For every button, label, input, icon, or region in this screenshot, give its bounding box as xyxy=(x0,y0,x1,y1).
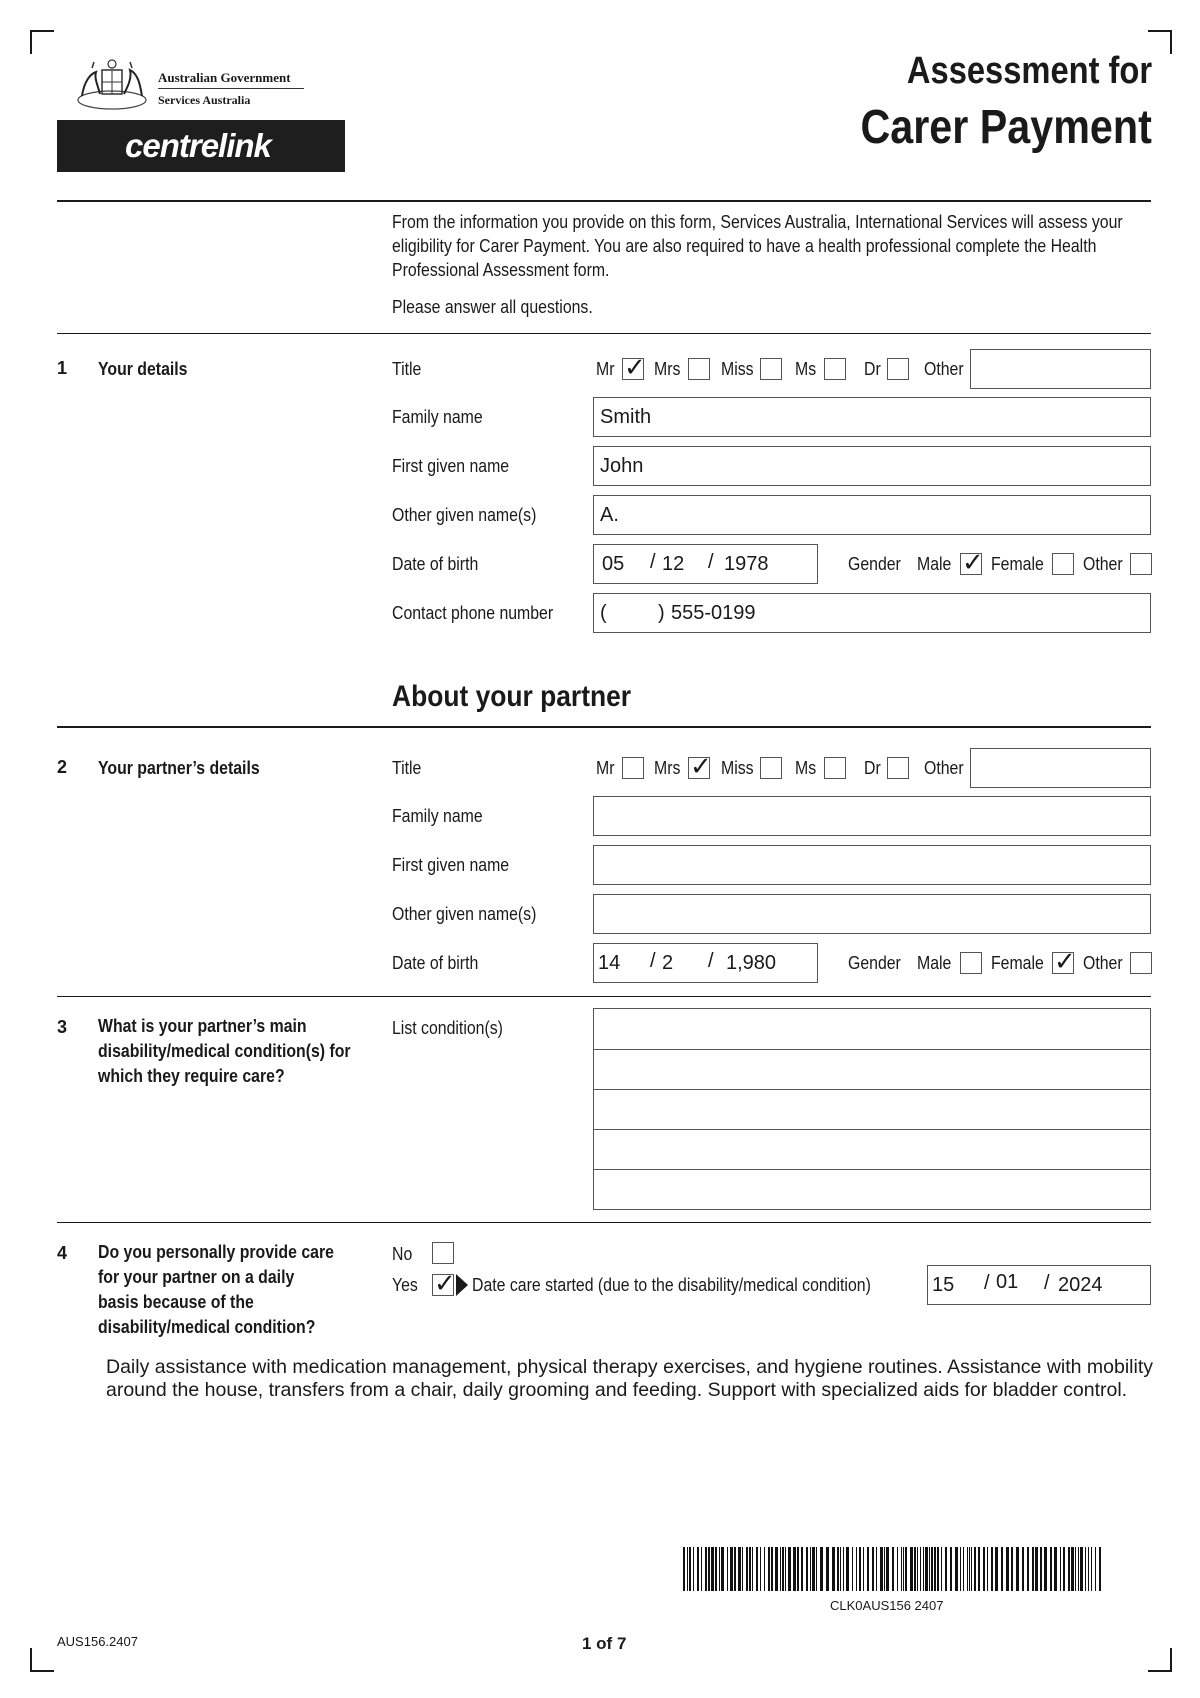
barcode-bar xyxy=(738,1547,741,1591)
barcode-bar xyxy=(863,1547,864,1591)
q2-title-mrs-checkbox[interactable] xyxy=(688,752,712,782)
barcode-text: CLK0AUS156 2407 xyxy=(830,1598,944,1613)
centrelink-logo xyxy=(57,120,345,172)
q1-gender-other-checkbox[interactable] xyxy=(1130,553,1152,575)
q1-gender-female-checkbox[interactable] xyxy=(1052,553,1074,575)
barcode-bar xyxy=(701,1547,702,1591)
q1-title-miss-checkbox[interactable] xyxy=(760,358,782,380)
q4-date-label: Date care started (due to the disability/medical condition) xyxy=(472,1275,871,1295)
barcode-bar xyxy=(995,1547,998,1591)
barcode-bar xyxy=(689,1547,691,1591)
barcode-bar xyxy=(923,1547,924,1591)
q1-phone-label: Contact phone number xyxy=(392,603,554,623)
barcode-bar xyxy=(905,1547,907,1591)
q1-family-name-field[interactable]: Smith xyxy=(593,397,1151,437)
q2-title-other-field[interactable] xyxy=(970,748,1151,788)
barcode-bar xyxy=(746,1547,748,1591)
barcode-bar xyxy=(705,1547,707,1591)
barcode-bar xyxy=(1001,1547,1003,1591)
q2-gender-female-checkbox[interactable] xyxy=(1052,947,1076,977)
barcode-bar xyxy=(978,1547,980,1591)
gov-divider xyxy=(158,88,304,89)
q1-title-other-label: Other xyxy=(924,359,964,379)
barcode-bar xyxy=(793,1547,796,1591)
barcode-bar xyxy=(963,1547,964,1591)
q1-title-miss-label: Miss xyxy=(721,359,754,379)
form-title-line1: Assessment for xyxy=(906,50,1152,92)
barcode-bar xyxy=(917,1547,918,1591)
gov-name: Australian Government xyxy=(158,70,291,85)
barcode-bar xyxy=(832,1547,835,1591)
q4-yes-checkbox[interactable] xyxy=(432,1269,456,1299)
barcode-bar xyxy=(801,1547,803,1591)
q1-other-names-field[interactable]: A. xyxy=(593,495,1151,535)
barcode-bar xyxy=(1063,1547,1065,1591)
centrelink-wordmark: centrelink xyxy=(125,127,271,164)
q2-gender-female-label: Female xyxy=(991,953,1044,973)
barcode-bar xyxy=(785,1547,786,1591)
q4-yes-label: Yes xyxy=(392,1275,418,1295)
q1-heading: Your details xyxy=(98,359,188,379)
form-title-line2: Carer Payment xyxy=(860,101,1152,154)
q2-title-label: Title xyxy=(392,758,422,778)
barcode-bar xyxy=(780,1547,781,1591)
barcode-bar xyxy=(892,1547,894,1591)
agency-name: Services Australia xyxy=(158,93,251,107)
barcode-bar xyxy=(937,1547,939,1591)
barcode-bar xyxy=(920,1547,921,1591)
q1-first-name-field[interactable]: John xyxy=(593,446,1151,486)
barcode-bar xyxy=(914,1547,916,1591)
q1-dob-field[interactable]: 05 / 12 / 1978 xyxy=(593,544,818,584)
barcode-bar xyxy=(1071,1547,1074,1591)
barcode-bar xyxy=(846,1547,849,1591)
crop-mark-bottom-right xyxy=(1148,1648,1172,1672)
barcode-bar xyxy=(711,1547,714,1591)
q2-dob-field[interactable]: 14 / 2 / 1,980 xyxy=(593,943,818,983)
q2-family-name-label: Family name xyxy=(392,806,483,826)
q2-heading: Your partner’s details xyxy=(98,758,260,778)
q2-gender-male-checkbox[interactable] xyxy=(960,952,982,974)
q1-title-ms-checkbox[interactable] xyxy=(824,358,846,380)
barcode-bar xyxy=(730,1547,733,1591)
q3-conditions-box xyxy=(593,1008,1151,1210)
barcode-bar xyxy=(1085,1547,1086,1591)
barcode-icon xyxy=(683,1547,1107,1591)
q1-title-other-field[interactable] xyxy=(970,349,1151,389)
q1-gender-label: Gender xyxy=(848,554,901,574)
q1-number: 1 xyxy=(57,358,68,378)
barcode-bar xyxy=(987,1547,988,1591)
q4-no-label: No xyxy=(392,1244,413,1264)
barcode-bar xyxy=(749,1547,751,1591)
barcode-bar xyxy=(697,1547,699,1591)
barcode-bar xyxy=(880,1547,883,1591)
barcode-bar xyxy=(756,1547,758,1591)
barcode-bar xyxy=(983,1547,985,1591)
barcode-bar xyxy=(859,1547,861,1591)
q2-dob-label: Date of birth xyxy=(392,953,479,973)
barcode-bar xyxy=(967,1547,968,1591)
barcode-bar xyxy=(1054,1547,1057,1591)
barcode-bar xyxy=(974,1547,976,1591)
condition-line-4[interactable] xyxy=(594,1129,1150,1170)
government-logo xyxy=(72,56,312,114)
barcode-bar xyxy=(843,1547,844,1591)
barcode-bar xyxy=(1068,1547,1070,1591)
barcode-bar xyxy=(1050,1547,1052,1591)
barcode-bar xyxy=(1095,1547,1096,1591)
tick-icon: ✓ xyxy=(962,548,984,578)
barcode-bar xyxy=(1016,1547,1019,1591)
q1-phone-field[interactable]: ( ) 555-0199 xyxy=(593,593,1151,633)
barcode-bar xyxy=(693,1547,694,1591)
intro-paragraph: From the information you provide on this form, Services Australia, International Services will assess your eligibility for Carer Payment. You are also required to have a health professional complete the Health Professional Assessment form. xyxy=(392,212,1123,280)
q4-heading: Do you personally provide care for your partner on a daily basis because of the disability/medical condition? xyxy=(98,1242,334,1337)
q1-title-ms-label: Ms xyxy=(795,359,817,379)
q2-gender-label: Gender xyxy=(848,953,901,973)
q1-gender-male-checkbox[interactable] xyxy=(960,548,984,578)
q1-family-name-label: Family name xyxy=(392,407,483,427)
tick-icon: ✓ xyxy=(624,353,646,383)
q2-first-name-label: First given name xyxy=(392,855,510,875)
q1-title-mr-label: Mr xyxy=(596,359,615,379)
barcode-bar xyxy=(768,1547,770,1591)
header-divider xyxy=(57,200,1151,202)
barcode-bar xyxy=(955,1547,958,1591)
barcode-bar xyxy=(931,1547,933,1591)
condition-line-1[interactable] xyxy=(594,1009,1150,1050)
barcode-bar xyxy=(901,1547,902,1591)
barcode-bar xyxy=(719,1547,720,1591)
barcode-bar xyxy=(812,1547,815,1591)
barcode-bar xyxy=(1040,1547,1042,1591)
barcode-bar xyxy=(941,1547,942,1591)
q2-family-name-field[interactable] xyxy=(593,796,1151,836)
barcode-bar xyxy=(826,1547,829,1591)
barcode-bar xyxy=(760,1547,761,1591)
barcode-bar xyxy=(727,1547,728,1591)
barcode-bar xyxy=(1006,1547,1009,1591)
barcode-bar xyxy=(1032,1547,1034,1591)
barcode-bar xyxy=(852,1547,853,1591)
barcode-bar xyxy=(734,1547,736,1591)
barcode-bar xyxy=(929,1547,930,1591)
q2-title-ms-label: Ms xyxy=(795,758,817,778)
q1-title-mrs-checkbox[interactable] xyxy=(688,358,710,380)
section-divider-1 xyxy=(57,333,1151,334)
q2-title-mrs-label: Mrs xyxy=(654,758,681,778)
q3-number: 3 xyxy=(57,1017,68,1037)
barcode-bar xyxy=(903,1547,904,1591)
q2-gender-other-label: Other xyxy=(1083,953,1123,973)
crop-mark-bottom-left xyxy=(30,1648,54,1672)
barcode-bar xyxy=(721,1547,724,1591)
barcode-bar xyxy=(1011,1547,1013,1591)
barcode-bar xyxy=(925,1547,928,1591)
barcode-bar xyxy=(856,1547,857,1591)
form-code: AUS156.2407 xyxy=(57,1634,138,1649)
barcode-bar xyxy=(1078,1547,1079,1591)
q1-gender-male-label: Male xyxy=(917,554,952,574)
q2-first-name-field[interactable] xyxy=(593,845,1151,885)
tick-icon: ✓ xyxy=(1054,947,1076,977)
q4-date-field[interactable]: 15 / 01 / 2024 xyxy=(927,1265,1151,1305)
q2-number: 2 xyxy=(57,757,68,777)
q2-title-dr-checkbox[interactable] xyxy=(887,757,909,779)
barcode-bar xyxy=(752,1547,753,1591)
barcode-bar xyxy=(934,1547,936,1591)
barcode-bar xyxy=(840,1547,841,1591)
q1-gender-female-label: Female xyxy=(991,554,1044,574)
barcode-bar xyxy=(969,1547,970,1591)
barcode-bar xyxy=(1075,1547,1076,1591)
barcode-bar xyxy=(945,1547,947,1591)
barcode-bar xyxy=(991,1547,993,1591)
barcode-bar xyxy=(884,1547,885,1591)
q4-no-checkbox[interactable] xyxy=(432,1242,454,1264)
barcode-bar xyxy=(950,1547,952,1591)
coat-of-arms-icon xyxy=(72,56,152,112)
q1-title-mrs-label: Mrs xyxy=(654,359,681,379)
barcode-bar xyxy=(897,1547,898,1591)
q2-title-ms-checkbox[interactable] xyxy=(824,757,846,779)
barcode-bar xyxy=(872,1547,874,1591)
barcode-bar xyxy=(797,1547,799,1591)
q1-first-name-label: First given name xyxy=(392,456,510,476)
q2-title-miss-checkbox[interactable] xyxy=(760,757,782,779)
q2-gender-male-label: Male xyxy=(917,953,952,973)
barcode-bar xyxy=(771,1547,773,1591)
barcode-bar xyxy=(820,1547,823,1591)
barcode-bar xyxy=(816,1547,817,1591)
q1-title-mr-checkbox[interactable] xyxy=(622,353,646,383)
barcode-bar xyxy=(1035,1547,1038,1591)
barcode-bar xyxy=(910,1547,913,1591)
q1-title-dr-checkbox[interactable] xyxy=(887,358,909,380)
q4-number: 4 xyxy=(57,1243,68,1263)
q2-other-names-label: Other given name(s) xyxy=(392,904,537,924)
barcode-bar xyxy=(788,1547,791,1591)
intro-instruction: Please answer all questions. xyxy=(392,297,593,317)
barcode-bar xyxy=(687,1547,688,1591)
condition-line-2[interactable] xyxy=(594,1049,1150,1090)
barcode-bar xyxy=(837,1547,839,1591)
q1-other-names-label: Other given name(s) xyxy=(392,505,537,525)
barcode-bar xyxy=(775,1547,778,1591)
barcode-bar xyxy=(1088,1547,1089,1591)
arrow-right-icon xyxy=(456,1274,468,1296)
barcode-bar xyxy=(683,1547,685,1591)
barcode-bar xyxy=(1099,1547,1101,1591)
barcode-bar xyxy=(708,1547,710,1591)
q1-gender-other-label: Other xyxy=(1083,554,1123,574)
barcode-bar xyxy=(960,1547,961,1591)
barcode-bar xyxy=(971,1547,972,1591)
barcode-bar xyxy=(876,1547,877,1591)
q2-title-mr-checkbox[interactable] xyxy=(622,757,644,779)
q2-title-other-label: Other xyxy=(924,758,964,778)
condition-line-3[interactable] xyxy=(594,1089,1150,1130)
q2-other-names-field[interactable] xyxy=(593,894,1151,934)
barcode-bar xyxy=(1091,1547,1092,1591)
q1-title-label: Title xyxy=(392,359,422,379)
barcode-bar xyxy=(1044,1547,1047,1591)
barcode-bar xyxy=(1022,1547,1024,1591)
q1-dob-label: Date of birth xyxy=(392,554,479,574)
barcode-bar xyxy=(806,1547,808,1591)
q2-gender-other-checkbox[interactable] xyxy=(1130,952,1152,974)
section-divider-4 xyxy=(57,1222,1151,1223)
section-divider-2 xyxy=(57,726,1151,728)
q3-list-label: List condition(s) xyxy=(392,1018,503,1038)
barcode-bar xyxy=(764,1547,765,1591)
tick-icon: ✓ xyxy=(690,752,712,782)
barcode-bar xyxy=(886,1547,889,1591)
page-number: 1 of 7 xyxy=(582,1634,627,1653)
q1-title-dr-label: Dr xyxy=(864,359,881,379)
barcode-bar xyxy=(1060,1547,1061,1591)
q3-heading: What is your partner’s main disability/medical condition(s) for which they require care? xyxy=(98,1016,351,1086)
barcode-bar xyxy=(782,1547,784,1591)
q2-title-miss-label: Miss xyxy=(721,758,754,778)
partner-section-title: About your partner xyxy=(392,680,632,713)
barcode-bar xyxy=(742,1547,743,1591)
barcode-bar xyxy=(715,1547,717,1591)
barcode-bar xyxy=(1027,1547,1029,1591)
q2-title-dr-label: Dr xyxy=(864,758,881,778)
care-description: Daily assistance with medication management, physical therapy exercises, and hygiene routines. Assistance with mobility around the house, transfers from a chair, daily grooming and feeding. Support with specialized aids for bladder control. xyxy=(106,1356,1154,1401)
crop-mark-top-left xyxy=(30,30,54,54)
section-divider-3 xyxy=(57,996,1151,997)
barcode-bar xyxy=(1080,1547,1083,1591)
condition-line-5[interactable] xyxy=(594,1169,1150,1209)
barcode-bar xyxy=(867,1547,869,1591)
tick-icon: ✓ xyxy=(434,1269,456,1299)
barcode-bar xyxy=(810,1547,811,1591)
q2-title-mr-label: Mr xyxy=(596,758,615,778)
